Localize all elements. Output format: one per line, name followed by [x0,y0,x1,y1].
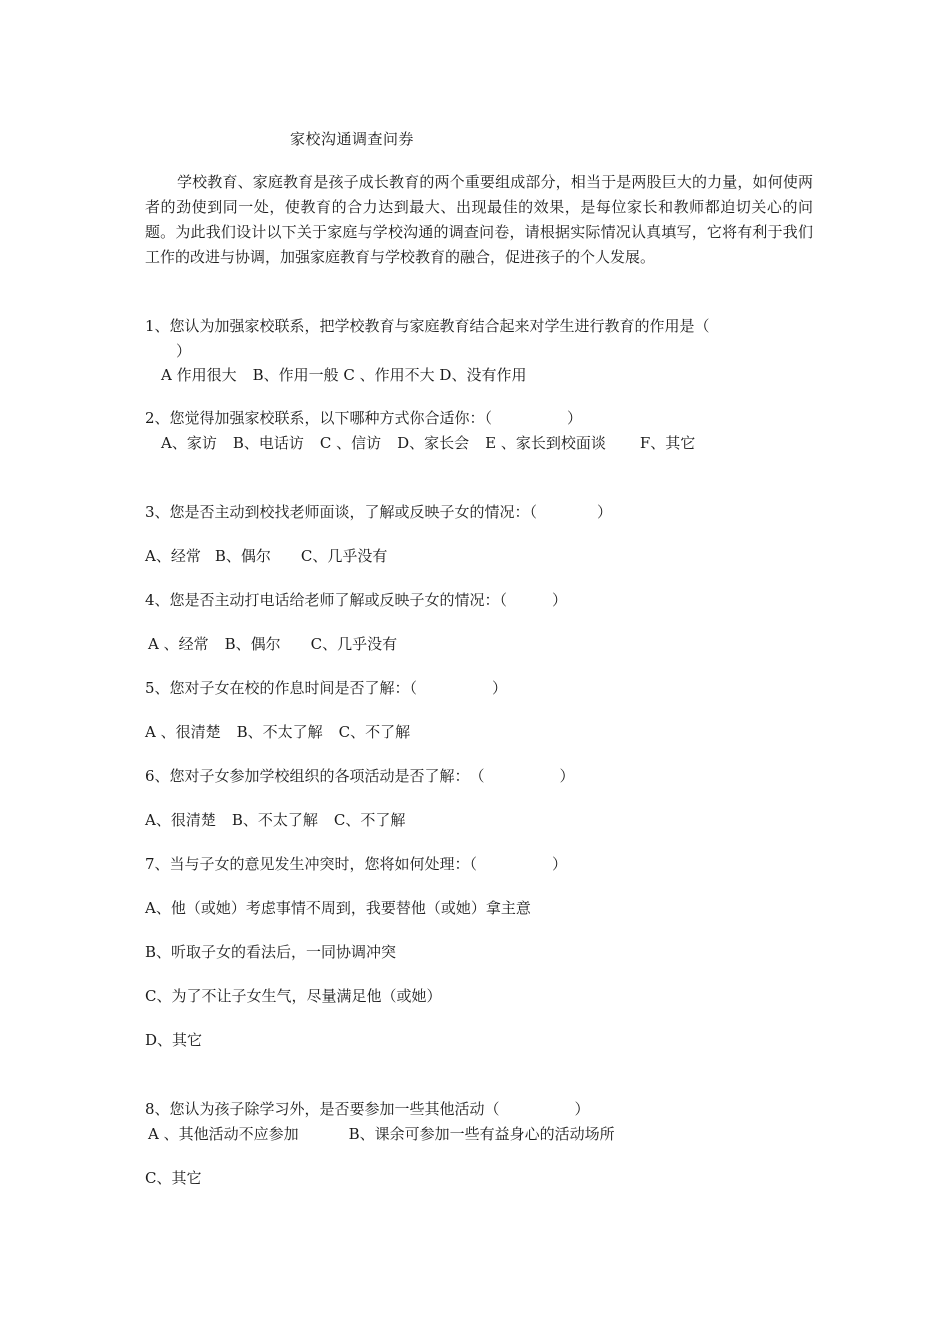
option-b[interactable]: B、偶尔 [214,547,271,565]
page-title: 家校沟通调查问券 [290,130,415,148]
question-7: 7、当与子女的意见发生冲突时，您将如何处理：（ ） [145,855,568,873]
option-f[interactable]: F、其它 [639,434,696,452]
option-b[interactable]: B、不太了解 [236,723,323,741]
question-2-options [161,432,695,454]
option-a[interactable]: A、经常 [145,547,201,565]
question-6: 6、您对子女参加学校组织的各项活动是否了解： （ ） [145,767,575,785]
question-7-option-c[interactable]: C、为了不让子女生气，尽量满足他（或她） [145,987,442,1005]
question-1-continuation: ） [176,342,192,360]
intro-paragraph: 学校教育、家庭教育是孩子成长教育的两个重要组成部分，相当于是两股巨大的力量，如何使两者的劲使到同一处，使教育的合力达到最大、出现最佳的效果，是每位家长和教师都迫切关心的问题。为此我们设计以下关于家庭与学校沟通的调查问卷，请根据实际情况认真填写，它将有利于我们工作的改进与协调，加强家庭教育与学校教育的融合，促进孩子的个人发展。 [145,173,813,266]
question-8: 8、您认为孩子除学习外，是否要参加一些其他活动（ ） [145,1100,590,1118]
option-a[interactable]: A、家访 [161,434,217,452]
question-1-options [161,364,526,386]
question-4: 4、您是否主动打电话给老师了解或反映子女的情况：（ ） [145,591,568,609]
question-4-options [148,633,397,655]
option-c[interactable]: C、几乎没有 [310,635,398,653]
option-e[interactable]: E 、家长到校面谈 [485,434,606,452]
option-a[interactable]: A、很清楚 [145,811,216,829]
option-a[interactable]: A 、其他活动不应参加 [148,1125,299,1143]
option-a[interactable]: A 、经常 [148,635,209,653]
option-a[interactable]: A 、很清楚 [145,723,221,741]
question-6-options [145,809,405,831]
option-a[interactable]: A 作用很大 [161,366,237,384]
question-7-option-b[interactable]: B、听取子女的看法后，一同协调冲突 [145,943,397,961]
option-d[interactable]: D、家长会 [397,434,470,452]
question-7-option-d[interactable]: D、其它 [145,1031,203,1049]
option-b[interactable]: B、偶尔 [224,635,281,653]
question-1: 1、您认为加强家校联系，把学校教育与家庭教育结合起来对学生进行教育的作用是（ [145,317,710,335]
option-b[interactable]: B、课余可参加一些有益身心的活动场所 [348,1125,615,1143]
option-b-c-d[interactable]: B、作用一般 C 、作用不大 D、没有作用 [252,366,527,384]
question-3: 3、您是否主动到校找老师面谈，了解或反映子女的情况：（ ） [145,503,613,521]
question-5-options [145,721,410,743]
question-7-option-a[interactable]: A、他（或她）考虑事情不周到，我要替他（或她）拿主意 [145,899,531,917]
question-3-options [145,545,387,567]
option-b[interactable]: B、电话访 [232,434,304,452]
option-c[interactable]: C 、信访 [319,434,382,452]
question-8-options [148,1123,615,1145]
question-2: 2、您觉得加强家校联系，以下哪种方式你合适你：（ ） [145,409,583,427]
option-c[interactable]: C、不了解 [338,723,411,741]
option-c[interactable]: C、不了解 [333,811,406,829]
option-b[interactable]: B、不太了解 [231,811,318,829]
option-c[interactable]: C、几乎没有 [300,547,388,565]
question-5: 5、您对子女在校的作息时间是否了解：（ ） [145,679,508,697]
question-8-option-c[interactable]: C、其它 [145,1169,202,1187]
